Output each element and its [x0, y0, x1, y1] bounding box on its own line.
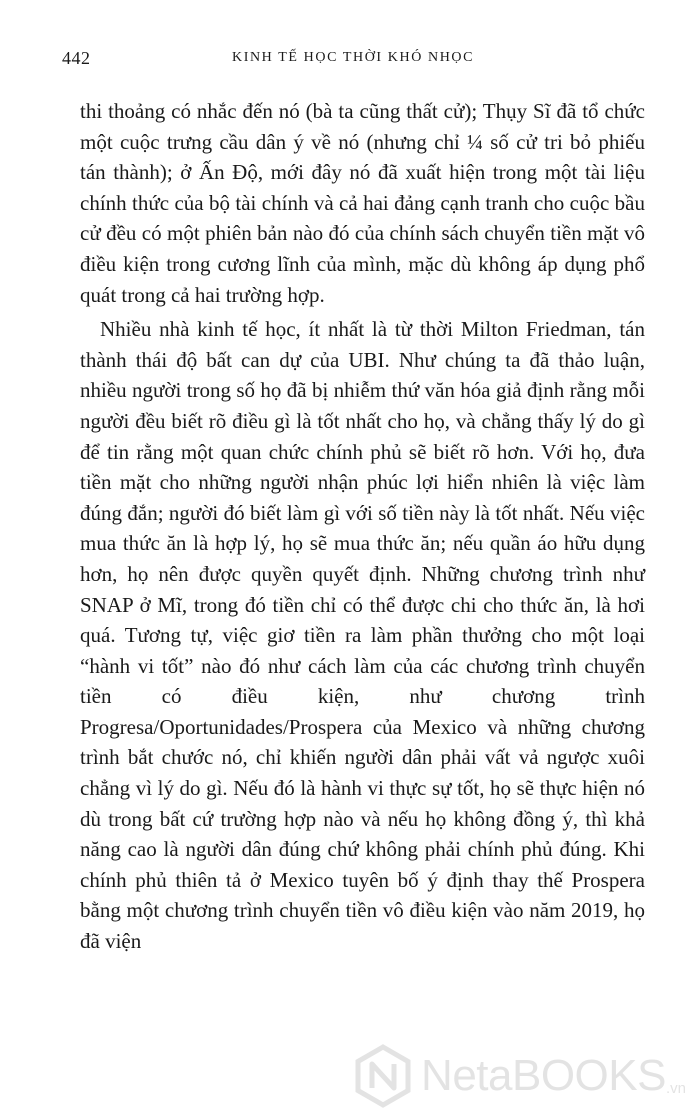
body-text	[80, 96, 645, 957]
page-header	[0, 48, 700, 72]
running-title: KINH TẾ HỌC THỜI KHÓ NHỌC	[232, 50, 475, 65]
netabooks-logo-icon	[351, 1044, 415, 1108]
watermark-text: NetaBOOKS	[421, 1051, 666, 1100]
page-number: 442	[62, 48, 91, 68]
watermark-suffix: .vn	[665, 1080, 686, 1097]
watermark	[351, 1041, 686, 1111]
paragraph-1: thi thoảng có nhắc đến nó (bà ta cũng thất cử); Thụy Sĩ đã tổ chức một cuộc trưng cầu dân ý về nó (nhưng chỉ ¼ số cử tri bỏ phiếu tán thành); ở Ấn Độ, mới đây nó đã xuất hiện trong một tài liệu chính thức của bộ tài chính và cả hai đảng cạnh tranh cho cuộc bầu cử đều có một phiên bản nào đó của chính sách chuyển tiền mặt vô điều kiện trong cương lĩnh của mình, mặc dù không áp dụng phổ quát trong cả hai trường hợp.	[80, 99, 645, 307]
paragraph-2: Nhiều nhà kinh tế học, ít nhất là từ thời Milton Friedman, tán thành thái độ bất can dự của UBI. Như chúng ta đã thảo luận, nhiều người trong số họ đã bị nhiễm thứ văn hóa giả định rằng mỗi người đều biết rõ điều gì là tốt nhất cho họ, và chẳng thấy lý do gì để tin rằng một quan chức chính phủ sẽ biết rõ hơn. Với họ, đưa tiền mặt cho những người nhận phúc lợi hiển nhiên là việc làm đúng đắn; người đó biết làm gì với số tiền này là tốt nhất. Nếu việc mua thức ăn là hợp lý, họ sẽ mua thức ăn; nếu quần áo hữu dụng hơn, họ nên được quyền quyết định. Những chương trình như SNAP ở Mĩ, trong đó tiền chỉ có thể được chi cho thức ăn, là hơi quá. Tương tự, việc giơ tiền ra làm phần thưởng cho một loại “hành vi tốt” nào đó như cách làm của các chương trình chuyển tiền có điều kiện, như chương trình Progresa/Oportunidades/Prospera của Mexico và những chương trình bắt chước nó, chỉ khiến người dân phải vất vả ngược xuôi chẳng vì lý do gì. Nếu đó là hành vi thực sự tốt, họ sẽ thực hiện nó dù trong bất cứ trường hợp nào và nếu họ không đồng ý, thì khả năng cao là người dân đúng chứ không phải chính phủ đúng. Khi chính phủ thiên tả ở Mexico tuyên bố ý định thay thế Prospera bằng một chương trình chuyển tiền vô điều kiện vào năm 2019, họ đã viện	[80, 317, 645, 954]
